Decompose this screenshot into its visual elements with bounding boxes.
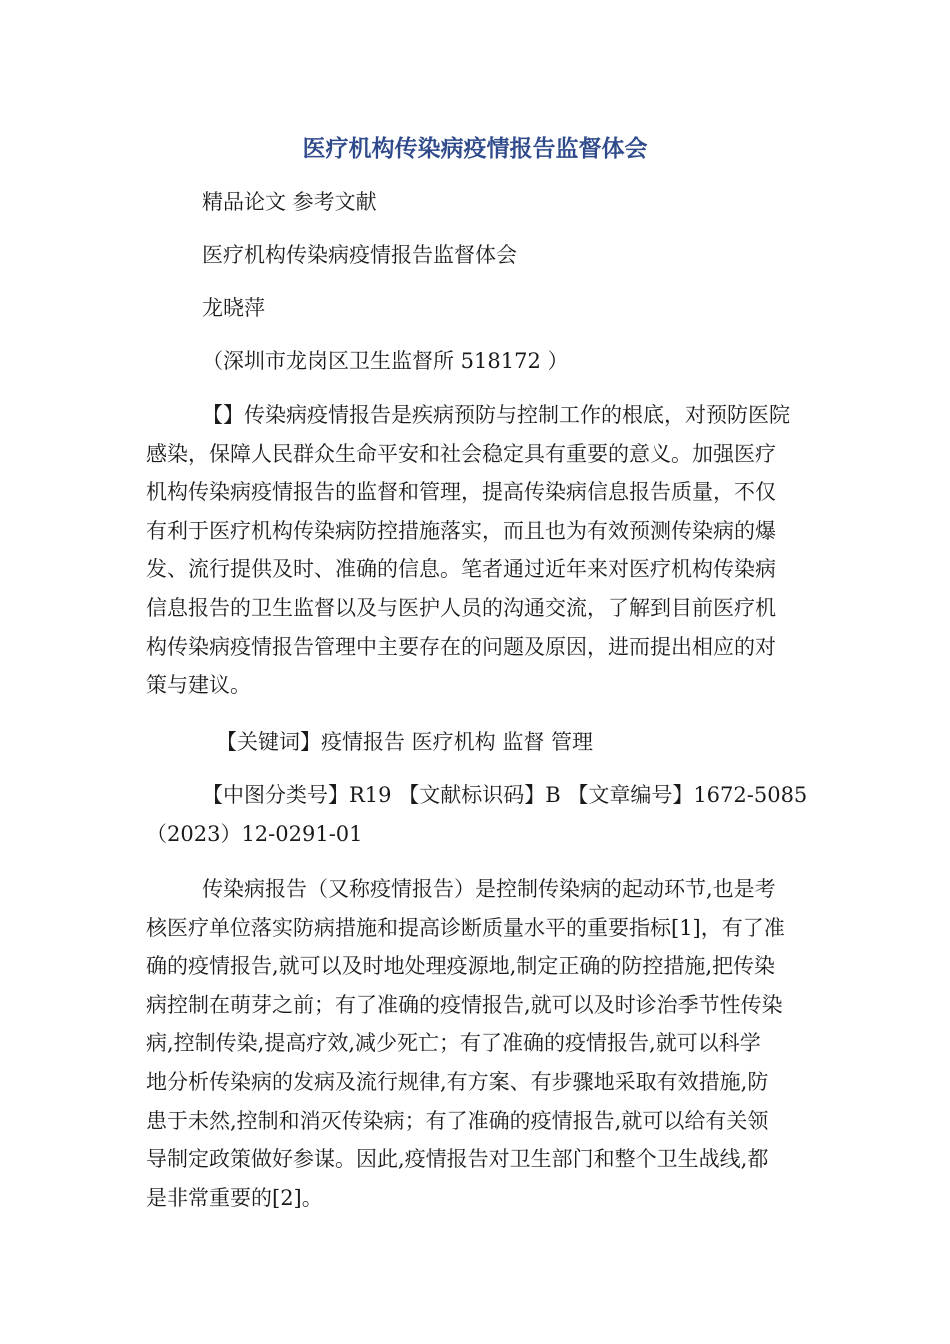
abstract-line: 有利于医疗机构传染病防控措施落实，而且也为有效预测传染病的爆 [146, 518, 776, 543]
subtitle: 医疗机构传染病疫情报告监督体会 [202, 243, 517, 267]
abstract-line: 感染，保障人民群众生命平安和社会稳定具有重要的意义。加强医疗 [146, 441, 776, 466]
keywords-line: 【关键词】疫情报告 医疗机构 监督 管理 [216, 730, 594, 754]
body-line: 导制定政策做好参谋。因此,疫情报告对卫生部门和整个卫生战线,都 [146, 1147, 769, 1172]
author-affiliation: （深圳市龙岗区卫生监督所 518172 ） [202, 349, 569, 373]
body-line: 地分析传染病的发病及流行规律,有方案、有步骤地采取有效措施,防 [146, 1069, 769, 1094]
classification-line: （2023）12-0291-01 [146, 821, 363, 846]
abstract-line: 发、流行提供及时、准确的信息。笔者通过近年来对医疗机构传染病 [146, 557, 776, 582]
abstract-line: 机构传染病疫情报告的监督和管理，提高传染病信息报告质量，不仅 [146, 480, 776, 505]
body-paragraph [146, 870, 806, 1217]
abstract-line: 策与建议。 [146, 673, 251, 698]
category-line: 精品论文 参考文献 [202, 190, 377, 214]
body-line: 核医疗单位落实防病措施和提高诊断质量水平的重要指标[1]，有了准 [146, 915, 785, 940]
author-name: 龙晓萍 [202, 296, 265, 320]
body-line: 是非常重要的[2]。 [146, 1185, 323, 1210]
body-line: 患于未然,控制和消灭传染病；有了准确的疫情报告,就可以给有关领 [146, 1108, 769, 1133]
document-title: 医疗机构传染病疫情报告监督体会 [302, 136, 648, 162]
abstract-line: 【】传染病疫情报告是疾病预防与控制工作的根底，对预防医院 [202, 403, 790, 427]
abstract-line: 构传染病疫情报告管理中主要存在的问题及原因，进而提出相应的对 [146, 634, 776, 659]
classification-line: 【中图分类号】R19 【文献标识码】B 【文章编号】1672-5085 [202, 783, 808, 807]
classification-block [146, 776, 806, 853]
body-line: 确的疫情报告,就可以及时地处理疫源地,制定正确的防控措施,把传染 [146, 954, 776, 979]
abstract-paragraph [146, 396, 806, 705]
abstract-line: 信息报告的卫生监督以及与医护人员的沟通交流，了解到目前医疗机 [146, 595, 776, 620]
body-line: 传染病报告（又称疫情报告）是控制传染病的起动环节,也是考 [202, 877, 776, 901]
body-line: 病控制在萌芽之前；有了准确的疫情报告,就可以及时诊治季节性传染 [146, 992, 783, 1017]
body-line: 病,控制传染,提高疗效,减少死亡；有了准确的疫情报告,就可以科学 [146, 1031, 761, 1056]
